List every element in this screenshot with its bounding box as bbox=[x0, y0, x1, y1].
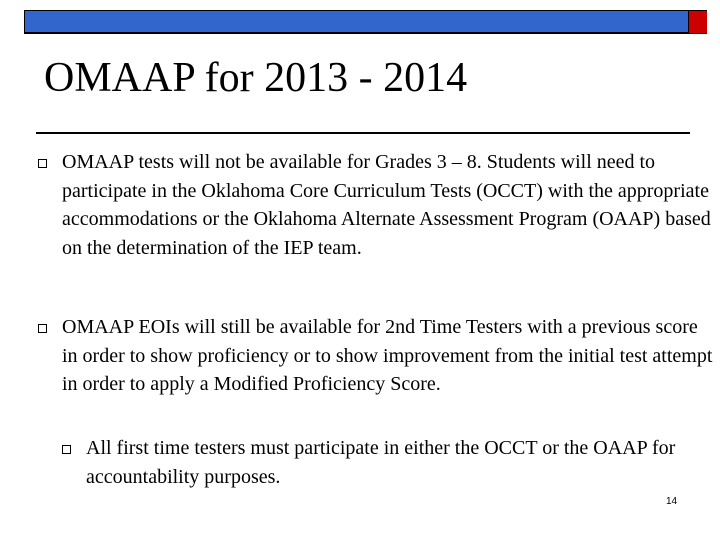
header-bar bbox=[24, 10, 707, 34]
title-divider bbox=[36, 132, 690, 134]
square-bullet-icon bbox=[38, 324, 47, 333]
bullet-text-1: OMAAP tests will not be available for Grades 3 – 8. Students will need to participate in the Oklahoma Core Curriculum Tests (OCCT) with the appropriate accommodations or the Oklahoma Alternate Assessment Program (OAAP) based on the determination of the IEP team. bbox=[62, 151, 711, 259]
square-sub-bullet-icon bbox=[62, 445, 71, 454]
square-bullet-icon bbox=[38, 159, 47, 168]
bullet-text-2: OMAAP EOIs will still be available for 2nd Time Testers with a previous score in order to show proficiency or to show improvement from the initial test attempt in order to apply a Modified Proficiency Score. bbox=[62, 316, 713, 395]
sub-bullet-text-1: All first time testers must participate in either the OCCT or the OAAP for accountability purposes. bbox=[86, 437, 676, 488]
slide-title: OMAAP for 2013 - 2014 bbox=[44, 55, 468, 101]
header-accent-block bbox=[688, 11, 707, 33]
page-number: 14 bbox=[666, 496, 678, 507]
